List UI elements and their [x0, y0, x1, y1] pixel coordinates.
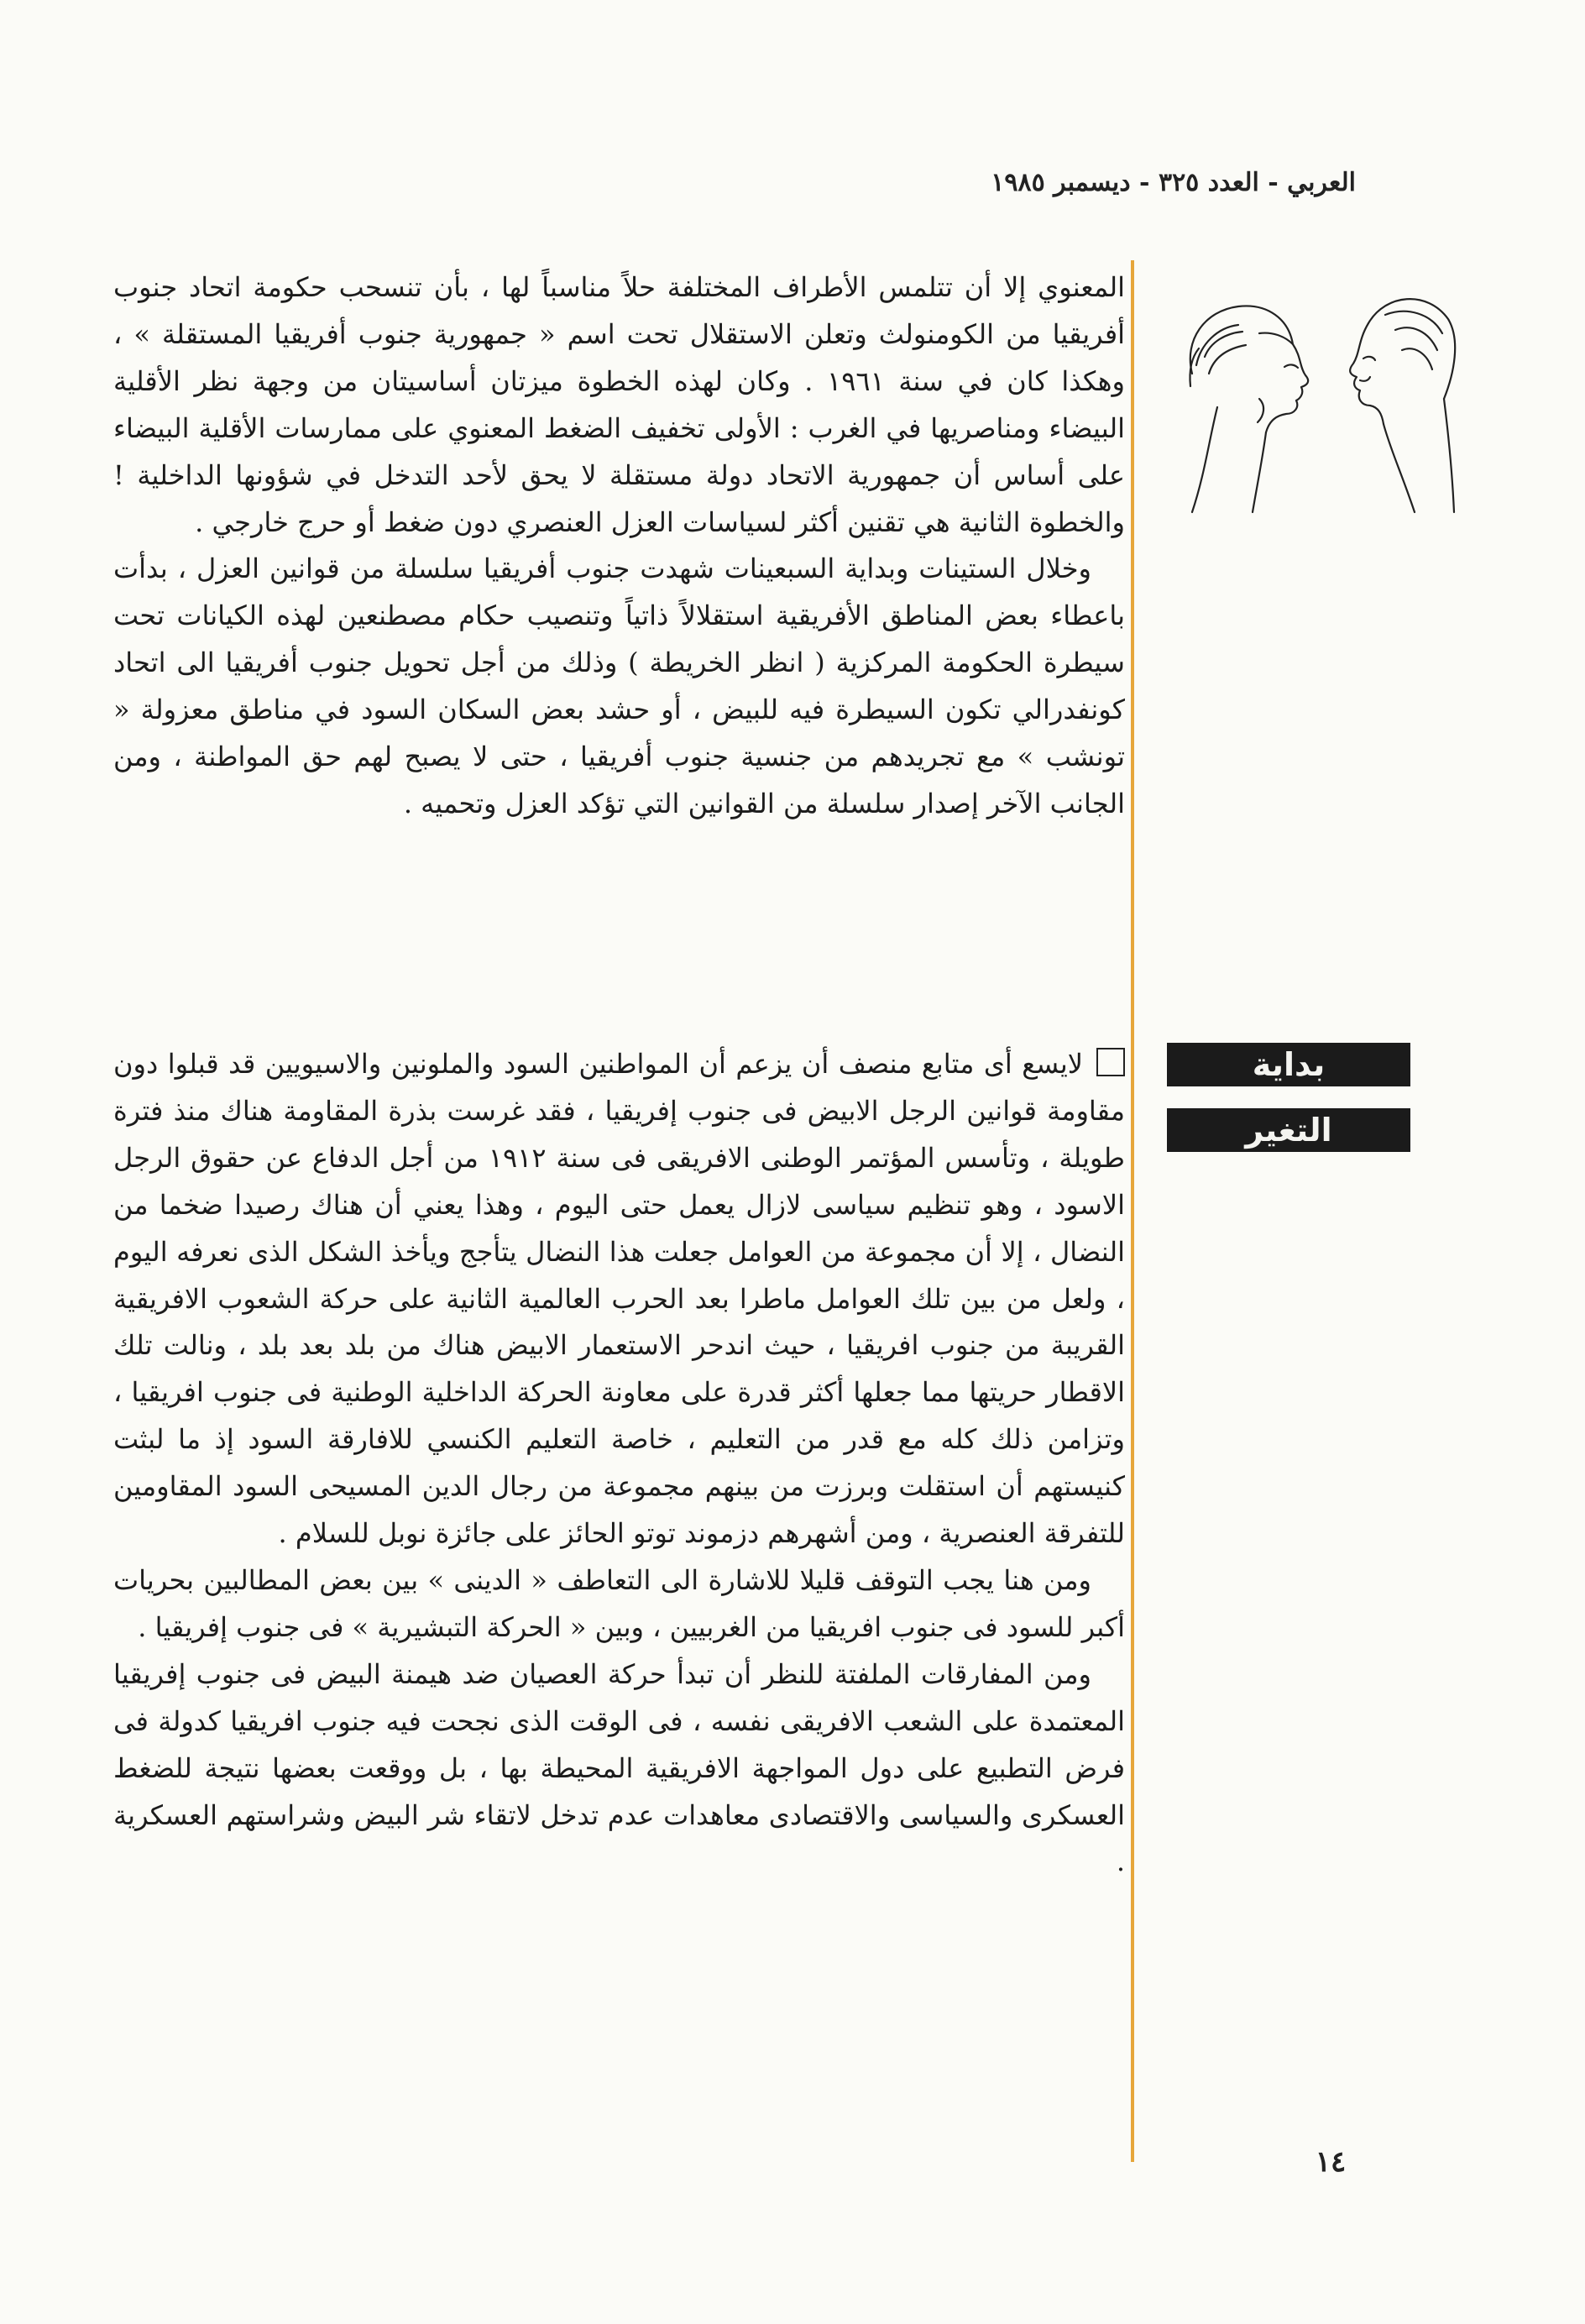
accent-column-rule	[1131, 260, 1134, 2162]
section-heading-line-2: التغير	[1167, 1108, 1410, 1152]
article-paragraph: ومن هنا يجب التوقف قليلا للاشارة الى التعاطف « الدينى » بين بعض المطالبين بحريات أكبر للسود فى جنوب افريقيا من الغربيين ، وبين « الحركة التبشيرية » فى جنوب إفريقيا .	[113, 1563, 1125, 1643]
section-marker-box-icon	[1096, 1048, 1125, 1076]
two-profile-faces-sketch-icon	[1159, 273, 1461, 516]
article-paragraph: وخلال الستينات وبداية السبعينات شهدت جنوب أفريقيا سلسلة من قوانين العزل ، بدأت باعطاء بعض المناطق الأفريقية استقلالاً ذاتياً وتنصيب حكام مصطنعين لهذه الكيانات تحت سيطرة الحكومة المركزية ( انظر الخريطة ) وذلك من أجل تحويل جنوب أفريقيا الى اتحاد كونفدرالي تكون السيطرة فيه للبيض ، أو حشد بعض السكان السود في مناطق معزولة « تونشب » مع تجريدهم من جنسية جنوب أفريقيا ، حتى لا يصبح لهم حق المواطنة ، ومن الجانب الآخر إصدار سلسلة من القوانين التي تؤكد العزل وتحميه .	[113, 552, 1125, 819]
running-header: العربي - العدد ٣٢٥ - ديسمبر ١٩٨٥	[991, 168, 1356, 197]
page-number: ١٤	[1315, 2145, 1347, 2179]
article-column-bottom	[113, 1041, 1125, 1886]
section-heading-line-1: بداية	[1167, 1043, 1410, 1086]
article-paragraph: ومن المفارقات الملفتة للنظر أن تبدأ حركة العصيان ضد هيمنة البيض فى جنوب إفريقيا المعتمدة على الشعب الافريقى نفسه ، فى الوقت الذى نجحت فيه جنوب افريقيا كدولة فى فرض التطبيع على دول المواجهة الافريقية المحيطة بها ، بل ووقعت بعضها نتيجة للضغط العسكرى والسياسى والاقتصادى معاهدات عدم تدخل لاتقاء شر البيض وشراستهم العسكرية .	[113, 1657, 1126, 1878]
article-paragraph-lead-text: لايسع أى متابع منصف أن يزعم أن المواطنين السود والملونين والاسيويين قد قبلوا دون مقاومة قوانين الرجل الابيض فى جنوب إفريقيا ، فقد غرست بذرة المقاومة هناك منذ فترة طويلة ، وتأسس المؤتمر الوطنى الافريقى فى سنة ١٩١٢ من أجل الدفاع عن حقوق الرجل الاسود ، وهو تنظيم سياسى لازال يعمل حتى اليوم ، وهذا يعني أن هناك رصيدا ضخما من النضال ، إلا أن مجموعة من العوامل جعلت هذا النضال يتأجج ويأخذ الشكل الذى نعرفه اليوم ، ولعل من بين تلك العوامل ماطرا بعد الحرب العالمية الثانية على حركة الشعوب الافريقية القريبة من جنوب افريقيا ، حيث اندحر الاستعمار الابيض هناك من بلد بعد بلد ، ونالت تلك الاقطار حريتها مما جعلها أكثر قدرة على معاونة الحركة الداخلية الوطنية فى جنوب افريقيا ، وتزامن ذلك كله مع قدر من التعليم ، خاصة التعليم الكنسي للافارقة السود إذ ما لبثت كنيستهم أن استقلت وبرزت من بينهم مجموعة من رجال الدين المسيحى السود المقاومين للتفرقة العنصرية ، ومن أشهرهم دزموند توتو الحائز على جائزة نوبل للسلام .	[113, 1048, 1126, 1550]
article-paragraph-lead	[113, 1041, 1125, 1557]
article-column-top	[113, 264, 1125, 828]
article-paragraph: المعنوي إلا أن تتلمس الأطراف المختلفة حلاً مناسباً لها ، بأن تنسحب حكومة اتحاد جنوب أفريقيا من الكومنولث وتعلن الاستقلال تحت اسم « جمهورية جنوب أفريقيا المستقلة » ، وهكذا كان في سنة ١٩٦١ . وكان لهذه الخطوة ميزتان أساسيتان من وجهة نظر الأقلية البيضاء ومناصريها في الغرب : الأولى تخفيف الضغط المعنوي على ممارسات الأقلية البيضاء على أساس أن جمهورية الاتحاد دولة مستقلة لا يحق لأحد التدخل في شؤونها الداخلية ! والخطوة الثانية هي تقنين أكثر لسياسات العزل العنصري دون ضغط أو حرج خارجي .	[113, 271, 1126, 538]
